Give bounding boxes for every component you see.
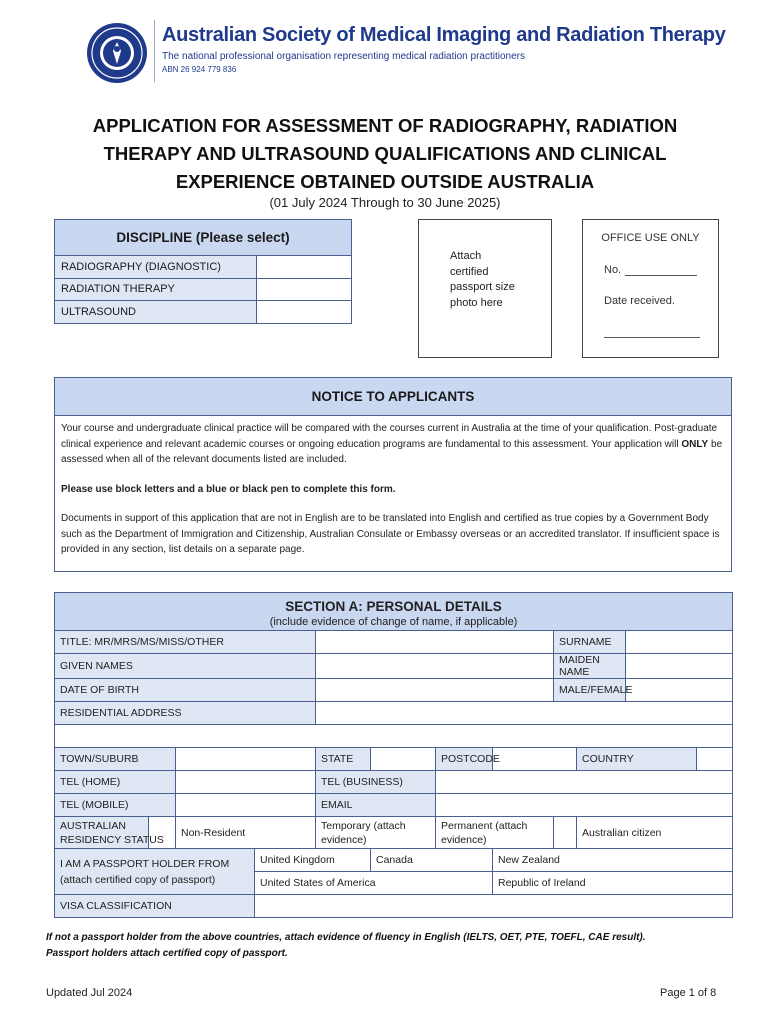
passport-ireland-option[interactable]: Republic of Ireland: [493, 872, 733, 895]
discipline-option-label: RADIOGRAPHY (DIAGNOSTIC): [55, 256, 257, 279]
notice-header: NOTICE TO APPLICANTS: [55, 378, 731, 416]
section-a-title: SECTION A: PERSONAL DETAILS: [285, 598, 502, 614]
document-title: [60, 112, 710, 196]
residential-address-input-line-2[interactable]: [55, 725, 733, 748]
date-of-birth-input[interactable]: [316, 679, 554, 702]
non-resident-option: Non-Resident: [176, 817, 316, 849]
notice-paragraph-1: [61, 421, 725, 468]
notice-body: [55, 416, 731, 558]
email-input[interactable]: [436, 794, 733, 817]
maiden-name-input[interactable]: [626, 654, 733, 679]
page-number: Page 1 of 8: [660, 987, 717, 999]
passport-nz-option[interactable]: New Zealand: [493, 849, 733, 872]
surname-input[interactable]: [626, 631, 733, 654]
org-abn: ABN 26 924 779 836: [162, 65, 237, 74]
option-line: evidence): [321, 833, 367, 846]
residency-label-line: AUSTRALIAN: [60, 819, 126, 832]
org-tagline: The national professional organisation representing medical radiation practitioners: [162, 51, 525, 62]
email-label: EMAIL: [316, 794, 436, 817]
date-of-birth-label: DATE OF BIRTH: [55, 679, 316, 702]
photo-text-line: Attach: [450, 250, 482, 262]
given-names-input[interactable]: [316, 654, 554, 679]
postcode-label: POSTCODE: [436, 748, 493, 771]
fluency-footnote: [46, 930, 736, 962]
notice-text: be assessed when all of the relevant documents listed are included.: [61, 438, 723, 465]
updated-date: Updated Jul 2024: [46, 987, 133, 999]
given-names-label: GIVEN NAMES: [55, 654, 316, 679]
tel-home-label: TEL (HOME): [55, 771, 176, 794]
visa-classification-label: VISA CLASSIFICATION: [55, 895, 255, 918]
notice-text: Your course and undergraduate clinical practice will be compared with the courses current in Australia at the time of your qualification. Post-graduate clinical experience and relevant academic courses or ongoing education programs are fundamental to this assessment. Your application will: [61, 423, 718, 450]
photo-text-line: photo here: [450, 296, 503, 309]
notice-instruction: Please use block letters and a blue or black pen to complete this form.: [61, 483, 396, 495]
passport-holder-label: [55, 849, 255, 895]
notice-to-applicants: [54, 377, 732, 572]
sex-label: MALE/FEMALE: [554, 679, 626, 702]
residential-address-input[interactable]: [316, 702, 733, 725]
footnote-line: If not a passport holder from the above countries, attach evidence of fluency in English (IELTS, OET, PTE, TOEFL, CAE result).: [46, 932, 646, 943]
header-divider: [154, 20, 155, 82]
residency-label-line: RESIDENCY STATUS: [60, 833, 164, 846]
state-input[interactable]: [371, 748, 436, 771]
office-date-label: Date received.: [604, 295, 675, 307]
passport-uk-option[interactable]: United Kingdom: [255, 849, 371, 872]
photo-text-line: certified: [450, 265, 489, 278]
discipline-radiography-checkbox[interactable]: [257, 256, 352, 279]
tel-mobile-label: TEL (MOBILE): [55, 794, 176, 817]
office-date-field[interactable]: [604, 337, 700, 338]
permanent-resident-option[interactable]: [436, 817, 554, 849]
notice-paragraph-3: Documents in support of this application that are not in English are to be translated into English and certified as true copies by a Government Body such as the Department of Immigration and Citizenship, Australian Consulate or Embassy overseas or an accredited translator. If insufficient space is provided in any section, list details on a separate page.: [61, 513, 720, 555]
country-label: COUNTRY: [577, 748, 697, 771]
discipline-ultrasound-checkbox[interactable]: [257, 301, 352, 324]
tel-mobile-input[interactable]: [176, 794, 316, 817]
permanent-resident-checkbox[interactable]: [554, 817, 577, 849]
asmirt-logo-icon: [86, 22, 148, 84]
title-label: TITLE: MR/MRS/MS/MISS/OTHER: [55, 631, 316, 654]
australian-citizen-option[interactable]: Australian citizen: [577, 817, 733, 849]
office-use-title: OFFICE USE ONLY: [601, 232, 700, 244]
residency-status-label: [55, 817, 164, 849]
country-input[interactable]: [697, 748, 733, 771]
maiden-name-label: MAIDEN NAME: [554, 654, 626, 679]
title-line-1: APPLICATION FOR ASSESSMENT OF RADIOGRAPHY, RADIATION: [92, 115, 678, 136]
org-name: Australian Society of Medical Imaging and Radiation Therapy: [162, 24, 726, 46]
postcode-input[interactable]: [493, 748, 577, 771]
tel-business-label: TEL (BUSINESS): [316, 771, 436, 794]
visa-classification-input[interactable]: [255, 895, 733, 918]
sex-input[interactable]: [626, 679, 733, 702]
footnote-line: Passport holders attach certified copy of passport.: [46, 948, 288, 959]
discipline-radiation-therapy-checkbox[interactable]: [257, 278, 352, 301]
title-line-3: EXPERIENCE OBTAINED OUTSIDE AUSTRALIA: [175, 171, 595, 192]
passport-label-line: I AM A PASSPORT HOLDER FROM: [60, 857, 230, 870]
passport-canada-option[interactable]: Canada: [371, 849, 493, 872]
town-suburb-label: TOWN/SUBURB: [55, 748, 176, 771]
discipline-option-label: ULTRASOUND: [55, 301, 257, 324]
discipline-header: DISCIPLINE (Please select): [55, 220, 352, 256]
discipline-table: [54, 219, 352, 324]
surname-label: SURNAME: [554, 631, 626, 654]
option-line: evidence): [441, 833, 487, 846]
discipline-option-label: RADIATION THERAPY: [55, 278, 257, 301]
section-a-table: [54, 592, 733, 918]
title-input[interactable]: [316, 631, 554, 654]
passport-usa-option[interactable]: United States of America: [255, 872, 493, 895]
town-suburb-input[interactable]: [176, 748, 316, 771]
temporary-resident-option[interactable]: [316, 817, 436, 849]
section-a-subtitle: (include evidence of change of name, if applicable): [269, 615, 518, 628]
office-use-box: [582, 219, 719, 358]
section-a-header: [55, 593, 733, 631]
option-line: Permanent (attach: [441, 819, 528, 832]
passport-label-line: (attach certified copy of passport): [60, 873, 216, 886]
office-no-field[interactable]: [625, 275, 697, 276]
notice-paragraph-2: [61, 482, 725, 498]
office-no-label: No.: [604, 264, 622, 276]
notice-emphasis: ONLY: [681, 438, 709, 450]
option-line: Temporary (attach: [321, 819, 406, 832]
tel-business-input[interactable]: [436, 771, 733, 794]
assessment-period: (01 July 2024 Through to 30 June 2025): [269, 195, 501, 210]
residential-address-label: RESIDENTIAL ADDRESS: [55, 702, 316, 725]
photo-text-line: passport size: [450, 281, 515, 293]
title-line-2: THERAPY AND ULTRASOUND QUALIFICATIONS AND CLINICAL: [103, 143, 667, 164]
photo-instructions: [450, 249, 515, 311]
state-label: STATE: [316, 748, 371, 771]
photo-placeholder[interactable]: [418, 219, 552, 358]
tel-home-input[interactable]: [176, 771, 316, 794]
